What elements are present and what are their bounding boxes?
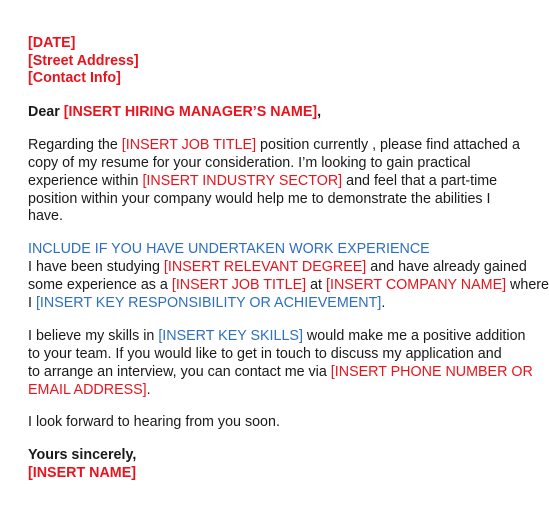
text-run: experience within xyxy=(28,173,143,189)
job-title-placeholder: [INSERT JOB TITLE] xyxy=(171,277,307,293)
text-run: . xyxy=(146,382,151,398)
paragraph3-line2: to your team. If you would like to get in touch to discuss my application and xyxy=(28,346,502,362)
text-run: to arrange an interview, you can contact me via xyxy=(28,364,331,380)
paragraph1-line4: position within your company would help me to demonstrate the abilities I xyxy=(28,191,491,207)
street-address-placeholder: [Street Address] xyxy=(28,53,139,69)
paragraph1-line5: have. xyxy=(28,208,63,224)
text-run: I xyxy=(28,295,36,311)
job-title-placeholder: [INSERT JOB TITLE] xyxy=(121,137,257,153)
text-run: and have already gained xyxy=(366,259,527,275)
paragraph1-line2: copy of my resume for your consideration. I’m looking to gain practical xyxy=(28,155,471,171)
relevant-degree-placeholder: [INSERT RELEVANT DEGREE] xyxy=(163,259,367,275)
company-name-placeholder: [INSERT COMPANY NAME] xyxy=(326,277,507,293)
text-run: where xyxy=(506,277,549,293)
text-run: Regarding the xyxy=(28,137,122,153)
date-placeholder: [DATE] xyxy=(28,35,76,51)
sender-name-placeholder: [INSERT NAME] xyxy=(28,465,137,481)
text-run: I have been studying xyxy=(28,259,164,275)
text-run: I believe my skills in xyxy=(28,328,159,344)
salutation-prefix: Dear xyxy=(28,104,64,120)
text-run: at xyxy=(306,277,326,293)
industry-sector-placeholder: [INSERT INDUSTRY SECTOR] xyxy=(142,173,343,189)
paragraph3-line3 xyxy=(28,363,533,381)
salutation-suffix: , xyxy=(317,104,322,120)
contact-method-placeholder-end: EMAIL ADDRESS] xyxy=(28,382,147,398)
paragraph3-line1 xyxy=(28,327,525,345)
paragraph4-line1: I look forward to hearing from you soon. xyxy=(28,414,280,430)
paragraph1-line3 xyxy=(28,172,497,190)
text-run: and feel that a part-time xyxy=(342,173,498,189)
contact-method-placeholder: [INSERT PHONE NUMBER OR xyxy=(330,364,533,380)
salutation xyxy=(28,103,321,121)
valediction: Yours sincerely, xyxy=(28,447,137,463)
paragraph1-line1 xyxy=(28,136,520,154)
work-experience-note: INCLUDE IF YOU HAVE UNDERTAKEN WORK EXPERIENCE xyxy=(28,241,430,257)
hiring-manager-name-placeholder: [INSERT HIRING MANAGER’S NAME] xyxy=(63,104,318,120)
paragraph2-line2 xyxy=(28,276,549,294)
paragraph2-line1 xyxy=(28,258,527,276)
paragraph3-line4 xyxy=(28,381,151,399)
text-run: position currently , please find attached a xyxy=(256,137,520,153)
key-skills-placeholder: [INSERT KEY SKILLS] xyxy=(158,328,303,344)
key-responsibility-placeholder: [INSERT KEY RESPONSIBILITY OR ACHIEVEMENT] xyxy=(35,295,382,311)
text-run: some experience as a xyxy=(28,277,172,293)
contact-info-placeholder: [Contact Info] xyxy=(28,70,121,86)
text-run: . xyxy=(381,295,386,311)
paragraph2-line3 xyxy=(28,294,385,312)
text-run: would make me a positive addition xyxy=(302,328,526,344)
